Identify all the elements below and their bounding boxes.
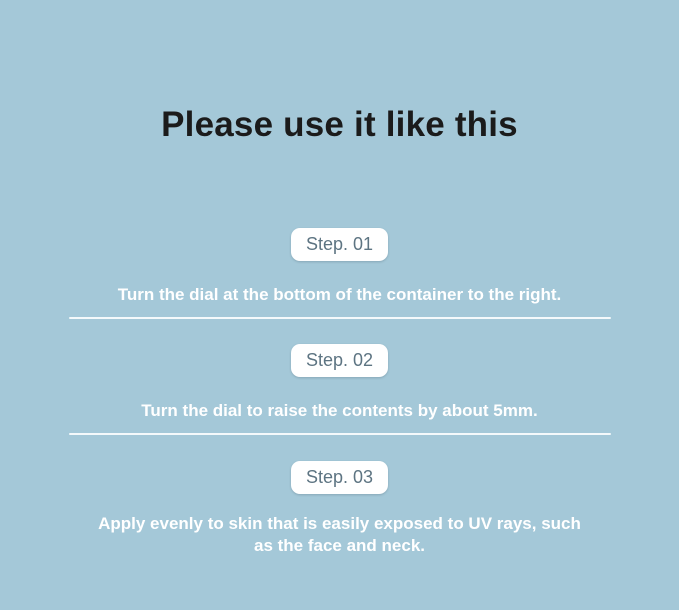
step-item-2	[0, 319, 679, 435]
step-item-3	[0, 435, 679, 557]
step-2-description: Turn the dial to raise the contents by about 5mm.	[141, 401, 538, 420]
step-2-badge: Step. 02	[291, 344, 388, 377]
step-3-description: Apply evenly to skin that is easily exposed to UV rays, such as the face and neck.	[98, 514, 581, 555]
step-1-badge: Step. 01	[291, 228, 388, 261]
step-1-description: Turn the dial at the bottom of the container to the right.	[117, 285, 562, 304]
page-title: Please use it like this	[161, 105, 518, 144]
steps-list	[0, 148, 679, 557]
step-item-1	[0, 148, 679, 319]
step-3-badge: Step. 03	[291, 461, 388, 494]
